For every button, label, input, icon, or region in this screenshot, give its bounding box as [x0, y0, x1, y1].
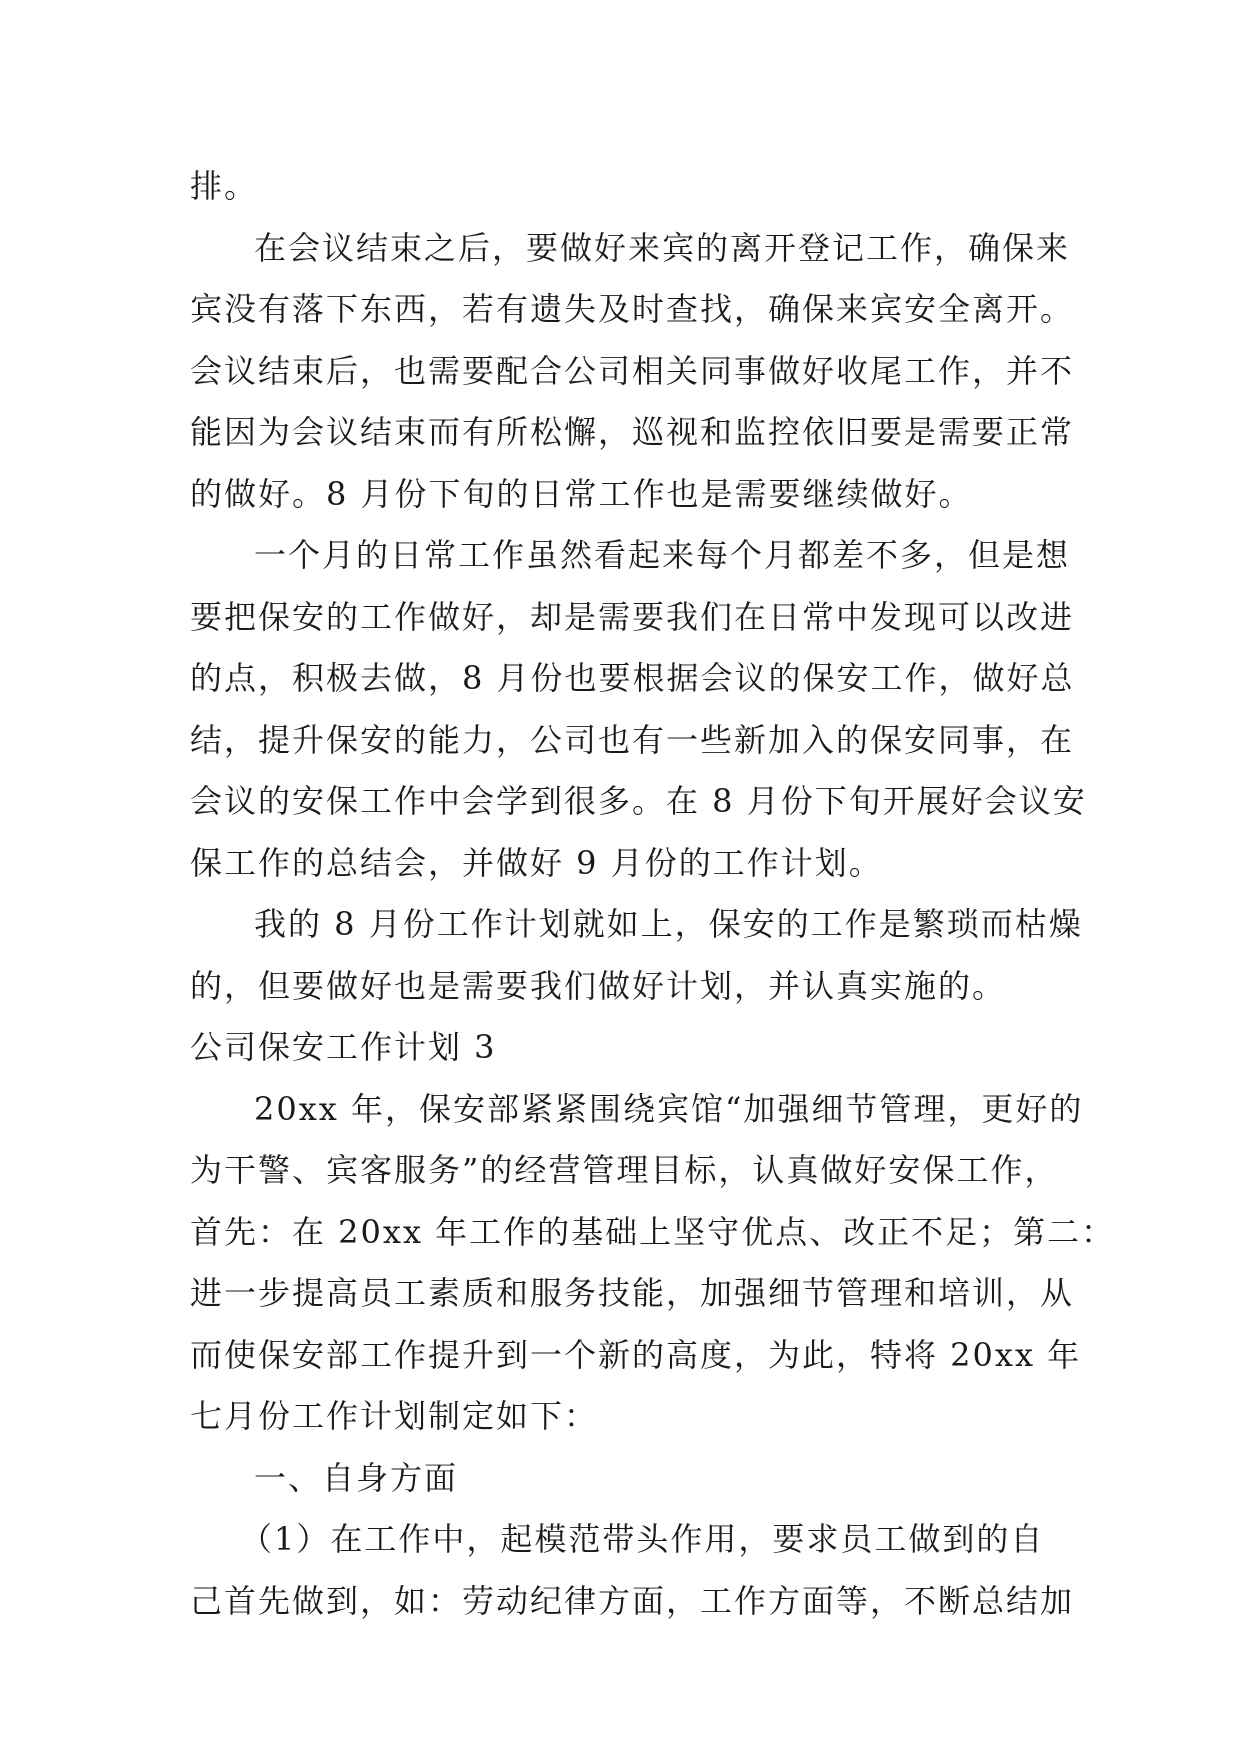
paragraph-line: 一个月的日常工作虽然看起来每个月都差不多，但是想	[254, 536, 1071, 574]
paragraph-line: 排。	[190, 167, 259, 205]
paragraph-line: 进一步提高员工素质和服务技能，加强细节管理和培训，从	[190, 1274, 1075, 1312]
paragraph-line: 的，但要做好也是需要我们做好计划，并认真实施的。	[190, 966, 1007, 1005]
paragraph-line: 宾没有落下东西，若有遗失及时查找，确保来宾安全离开。	[190, 290, 1075, 328]
paragraph-line: 我的 8 月份工作计划就如上，保安的工作是繁琐而枯燥	[254, 905, 1083, 943]
paragraph-line: 己首先做到，如：劳动纪律方面，工作方面等，不断总结加	[190, 1581, 1075, 1620]
paragraph-line: 七月份工作计划制定如下：	[190, 1397, 599, 1435]
document-body	[190, 156, 1116, 1632]
paragraph-line: 保工作的总结会，并做好 9 月份的工作计划。	[190, 843, 883, 882]
paragraph-line: 会议结束后，也需要配合公司相关同事做好收尾工作，并不	[190, 351, 1075, 390]
paragraph-line: 能因为会议结束而有所松懈，巡视和监控依旧要是需要正常	[190, 413, 1075, 451]
paragraph-line: 要把保安的工作做好，却是需要我们在日常中发现可以改进	[190, 597, 1075, 636]
paragraph-line: 20xx 年，保安部紧紧围绕宾馆“加强细节管理，更好的	[254, 1089, 1084, 1128]
paragraph-line: （1）在工作中，起模范带头作用，要求员工做到的自	[240, 1520, 1045, 1558]
paragraph-line: 首先：在 20xx 年工作的基础上坚守优点、改正不足；第二：	[190, 1212, 1116, 1251]
paragraph-line: 而使保安部工作提升到一个新的高度，为此，特将 20xx 年	[190, 1335, 1082, 1374]
paragraph-line: 结，提升保安的能力，公司也有一些新加入的保安同事，在	[190, 720, 1075, 759]
paragraph-line: 的点，积极去做，8 月份也要根据会议的保安工作，做好总	[190, 659, 1075, 697]
paragraph-line: 在会议结束之后，要做好来宾的离开登记工作，确保来	[254, 228, 1071, 267]
paragraph-line: 会议的安保工作中会学到很多。在 8 月份下旬开展好会议安	[190, 782, 1087, 820]
section-heading: 公司保安工作计划 3	[190, 1028, 497, 1066]
paragraph-line: 为干警、宾客服务”的经营管理目标，认真做好安保工作，	[190, 1151, 1059, 1189]
subsection-heading: 一、自身方面	[254, 1458, 459, 1497]
paragraph-line: 的做好。8 月份下旬的日常工作也是需要继续做好。	[190, 474, 973, 513]
